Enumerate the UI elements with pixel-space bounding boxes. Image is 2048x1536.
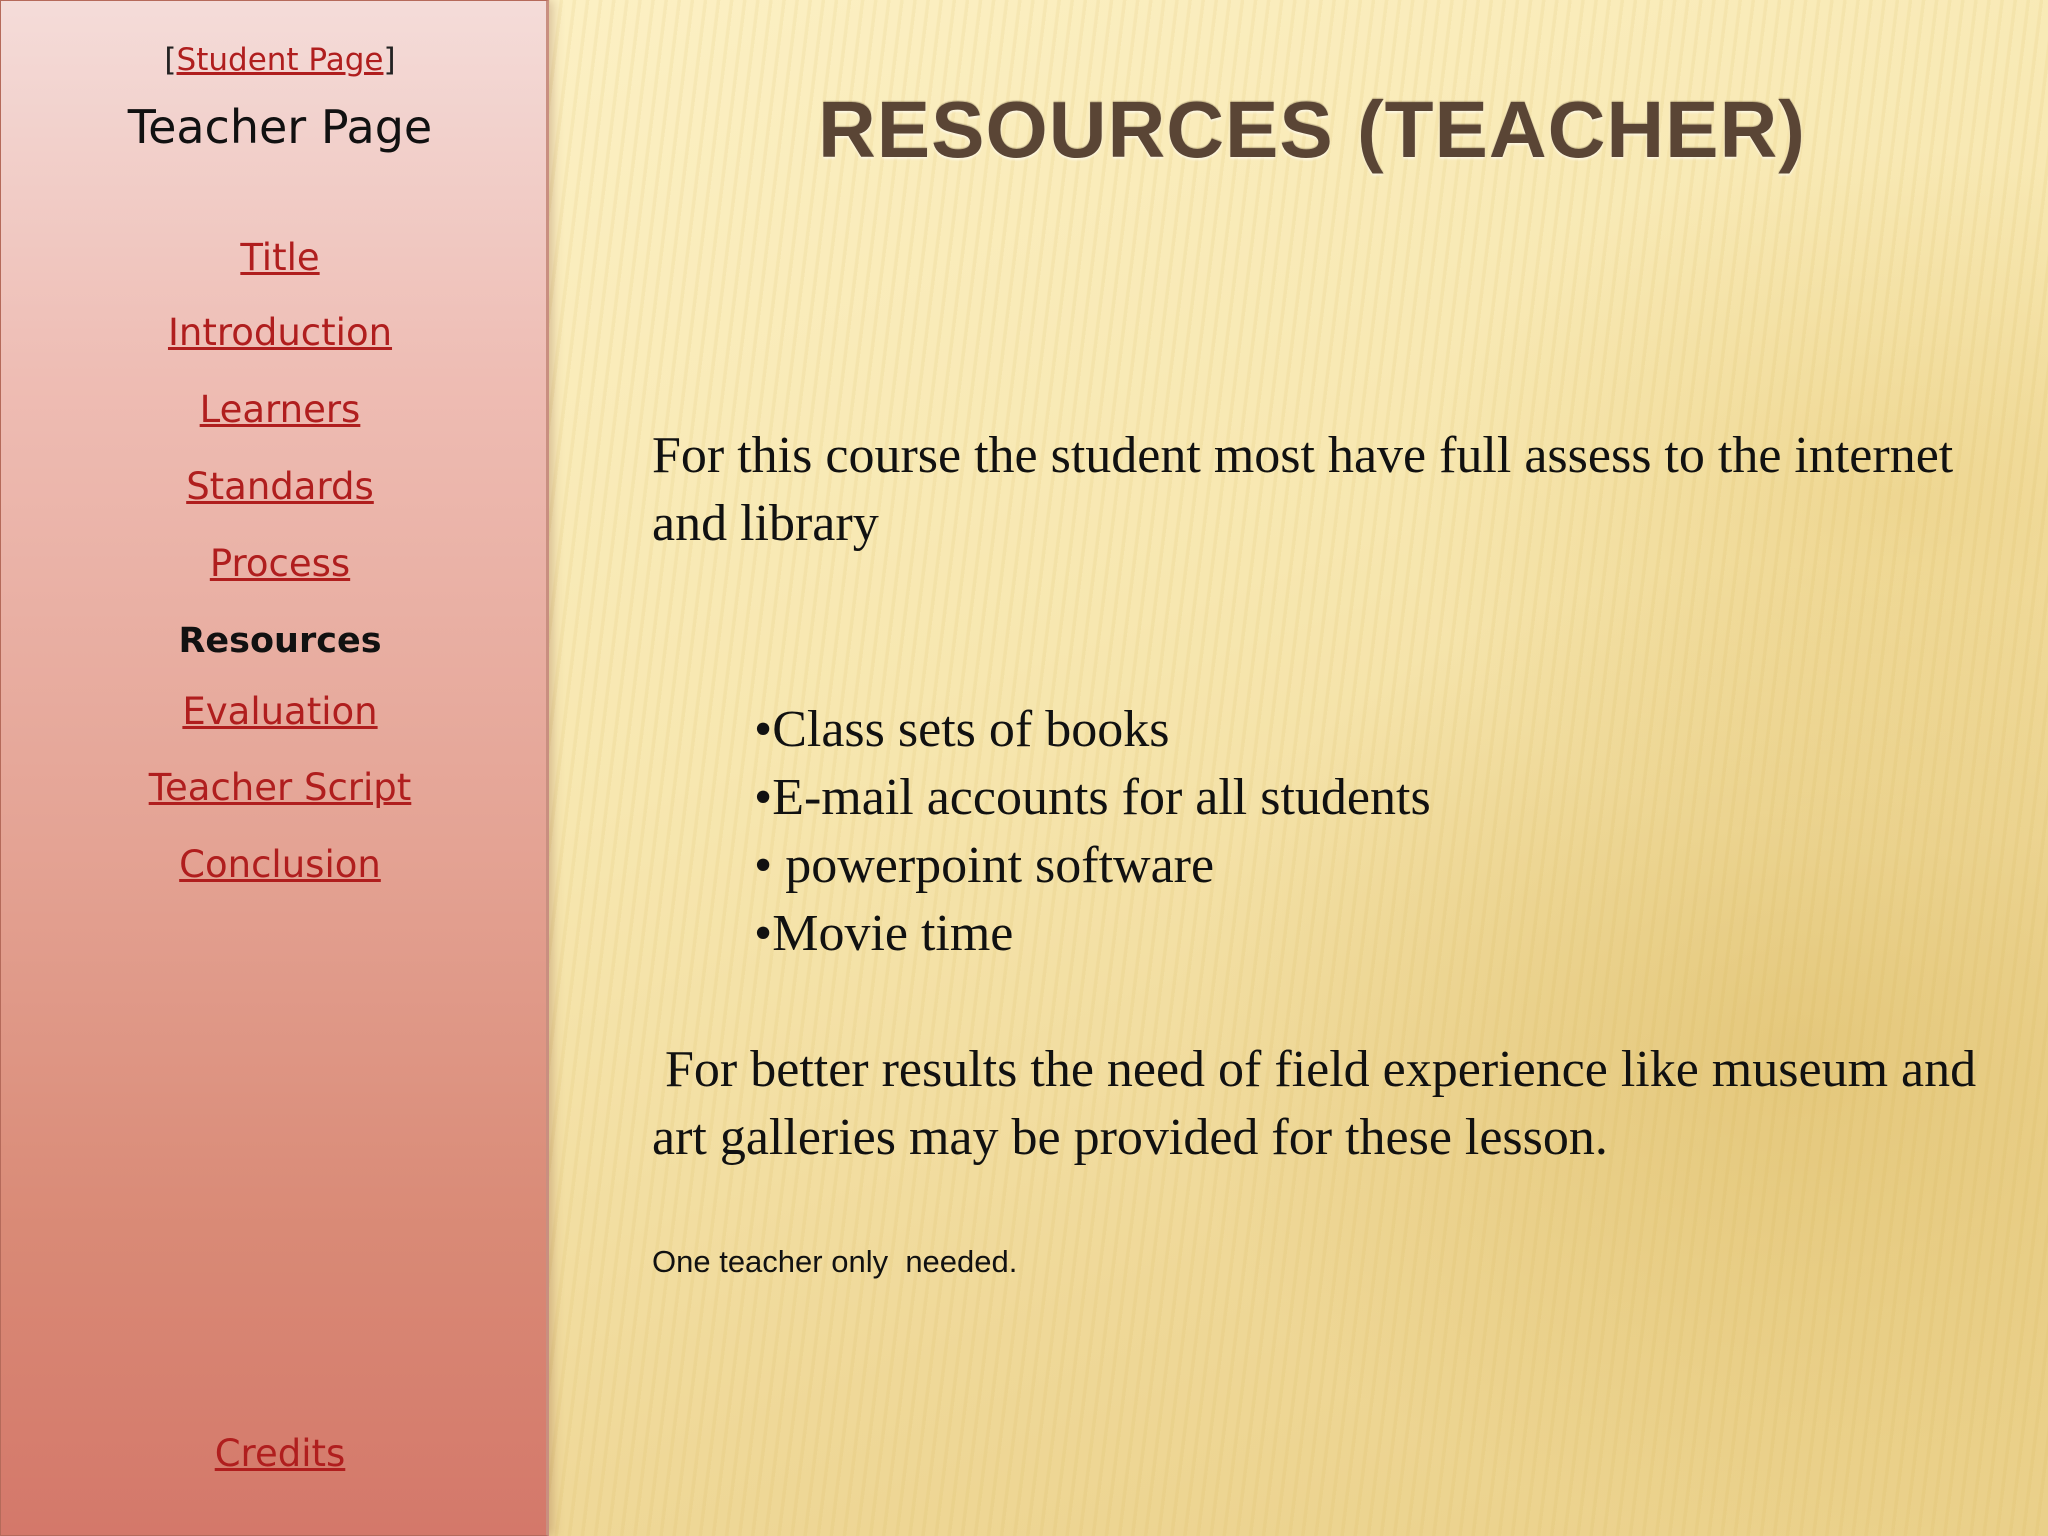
student-page-line [0,42,560,78]
field-experience-paragraph: For better results the need of field experience like museum and art galleries may be provided for these lesson. [652,1041,1990,1166]
list-item: • powerpoint software [754,837,1215,894]
nav-link-credits[interactable]: Credits [214,1432,346,1475]
resources-list [754,696,1431,968]
bracket-close: ] [383,42,396,78]
nav-link-standards[interactable]: Standards [186,465,374,508]
nav-current-resources: Resources [178,621,382,661]
slide-title: RESOURCES (TEACHER) [818,85,1806,174]
nav-link-conclusion[interactable]: Conclusion [179,843,381,886]
teacher-note: One teacher only needed. [652,1244,1018,1279]
nav-link-introduction[interactable]: Introduction [167,311,393,354]
list-item: •Movie time [754,905,1014,962]
resources-intro-paragraph: For this course the student most have full assess to the internet and library [652,427,1954,552]
bracket-open: [ [164,42,177,78]
list-item: •Class sets of books [754,701,1170,758]
student-page-link[interactable]: Student Page [176,42,384,78]
nav-link-evaluation[interactable]: Evaluation [182,690,378,733]
list-item: •E-mail accounts for all students [754,769,1431,826]
nav-link-teacher-script[interactable]: Teacher Script [148,766,412,809]
nav-link-title[interactable]: Title [240,236,320,279]
nav-link-process[interactable]: Process [209,542,351,585]
teacher-page-heading: Teacher Page [127,100,433,154]
nav-link-learners[interactable]: Learners [199,388,361,431]
